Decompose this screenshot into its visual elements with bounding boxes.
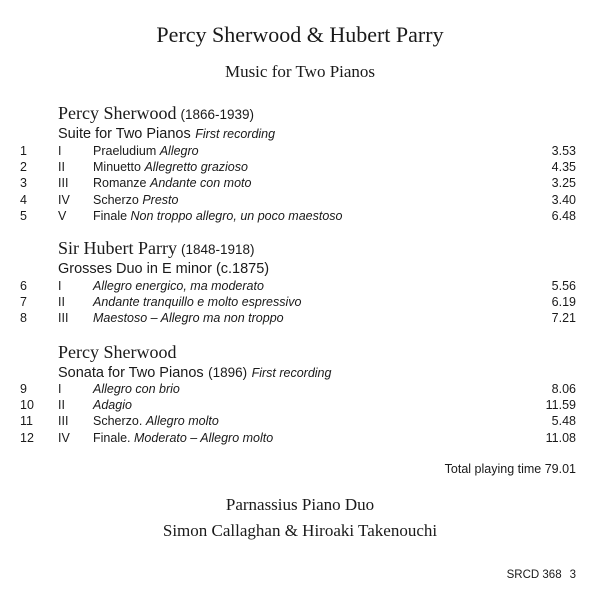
track-row <box>0 413 600 429</box>
work-heading <box>58 364 331 382</box>
tempo-marking: Adagio <box>93 398 132 413</box>
work-title: Suite for Two Pianos <box>58 126 191 142</box>
composer-heading <box>58 238 255 259</box>
performer-names: Simon Callaghan & Hiroaki Takenouchi <box>162 521 438 540</box>
track-list <box>0 143 600 224</box>
page-title: Percy Sherwood & Hubert Parry <box>156 22 444 47</box>
movement-numeral: IV <box>58 430 70 445</box>
track-number: 3 <box>20 176 27 191</box>
tempo-marking: Allegro molto <box>145 414 219 429</box>
track-row <box>0 143 600 159</box>
movement-description <box>93 310 284 326</box>
composer-heading <box>58 103 254 124</box>
work-note: First recording <box>251 366 332 380</box>
track-row <box>0 397 600 413</box>
track-number: 7 <box>20 295 27 310</box>
movement-numeral: II <box>58 295 65 310</box>
tempo-marking: Maestoso – Allegro ma non troppo <box>93 311 284 326</box>
tempo-marking: Andante tranquillo e molto espressivo <box>93 295 302 310</box>
tempo-marking: Non troppo allegro, un poco maestoso <box>130 208 343 223</box>
movement-name: Finale <box>93 208 128 223</box>
track-duration: 6.48 <box>551 208 576 223</box>
page-number: 3 <box>569 569 576 581</box>
movement-description <box>93 381 180 397</box>
track-duration: 7.21 <box>551 311 576 326</box>
movement-description <box>93 413 219 429</box>
catalog-number: SRCD 368 <box>506 569 562 581</box>
tempo-marking: Andante con moto <box>149 176 252 191</box>
track-row <box>0 310 600 326</box>
composer-name: Percy Sherwood <box>58 103 177 123</box>
track-row <box>0 192 600 208</box>
track-row <box>0 175 600 191</box>
track-number: 2 <box>20 160 27 175</box>
track-duration: 6.19 <box>551 295 576 310</box>
track-number: 11 <box>20 414 33 429</box>
tempo-marking: Presto <box>142 192 179 207</box>
movement-numeral: II <box>58 398 65 413</box>
composer-name: Sir Hubert Parry <box>58 238 177 258</box>
movement-name: Romanze <box>93 176 147 191</box>
track-row <box>0 159 600 175</box>
track-number: 1 <box>20 144 27 158</box>
movement-description <box>93 192 178 208</box>
track-duration: 3.25 <box>551 176 576 191</box>
tempo-marking: Moderato – Allegro molto <box>134 430 274 445</box>
work-heading <box>58 125 275 143</box>
track-duration: 8.06 <box>551 382 576 396</box>
total-playing-time: Total playing time 79.01 <box>444 462 576 476</box>
work-title: Sonata for Two Pianos <box>58 365 204 381</box>
work-heading <box>58 260 269 278</box>
movement-description <box>93 159 248 175</box>
track-number: 4 <box>20 192 27 207</box>
tempo-marking: Allegro energico, ma moderato <box>93 279 264 293</box>
track-row <box>0 430 600 446</box>
track-duration: 11.59 <box>545 398 576 413</box>
tempo-marking: Allegro con brio <box>93 382 180 396</box>
work-title: Grosses Duo in E minor (c.1875) <box>58 261 270 277</box>
ensemble-name: Parnassius Piano Duo <box>225 495 375 514</box>
movement-numeral: I <box>58 144 62 158</box>
movement-description <box>93 397 132 413</box>
track-duration: 4.35 <box>551 160 576 175</box>
track-duration: 5.48 <box>551 414 576 429</box>
movement-name: Minuetto <box>93 160 141 175</box>
composer-heading <box>58 342 176 363</box>
movement-name: Praeludium <box>93 144 157 158</box>
track-duration: 3.40 <box>551 192 576 207</box>
track-duration: 3.53 <box>551 144 576 158</box>
track-row <box>0 381 600 397</box>
track-list <box>0 278 600 327</box>
track-number: 6 <box>20 279 27 293</box>
track-row <box>0 208 600 224</box>
composer-dates: (1866-1939) <box>180 107 255 122</box>
track-number: 9 <box>20 382 27 396</box>
work-date: (1896) <box>208 365 248 380</box>
track-number: 10 <box>20 398 34 413</box>
movement-description <box>93 430 273 446</box>
album-subtitle: Music for Two Pianos <box>224 62 376 81</box>
track-number: 8 <box>20 311 27 326</box>
work-note: First recording <box>195 127 276 141</box>
composer-name: Percy Sherwood <box>58 342 177 362</box>
movement-description <box>93 278 264 294</box>
footer <box>507 569 576 581</box>
movement-numeral: III <box>58 311 69 326</box>
movement-name: Scherzo <box>93 192 139 207</box>
movement-description <box>93 294 301 310</box>
movement-name: Scherzo. <box>93 414 143 429</box>
composer-dates: (1848-1918) <box>180 242 255 257</box>
movement-numeral: IV <box>58 192 70 207</box>
movement-numeral: V <box>58 208 67 223</box>
track-number: 12 <box>20 430 34 445</box>
movement-numeral: III <box>58 414 69 429</box>
movement-description <box>93 208 342 224</box>
track-list <box>0 381 600 446</box>
movement-description <box>93 175 251 191</box>
movement-numeral: I <box>58 279 62 293</box>
movement-numeral: III <box>58 176 69 191</box>
movement-description <box>93 143 199 159</box>
movement-name: Finale. <box>93 430 131 445</box>
track-row <box>0 278 600 294</box>
track-duration: 11.08 <box>545 430 576 445</box>
track-row <box>0 294 600 310</box>
track-number: 5 <box>20 208 27 223</box>
movement-numeral: II <box>58 160 65 175</box>
tempo-marking: Allegretto grazioso <box>144 160 248 175</box>
track-duration: 5.56 <box>551 279 576 293</box>
tempo-marking: Allegro <box>159 144 199 158</box>
movement-numeral: I <box>58 382 62 396</box>
